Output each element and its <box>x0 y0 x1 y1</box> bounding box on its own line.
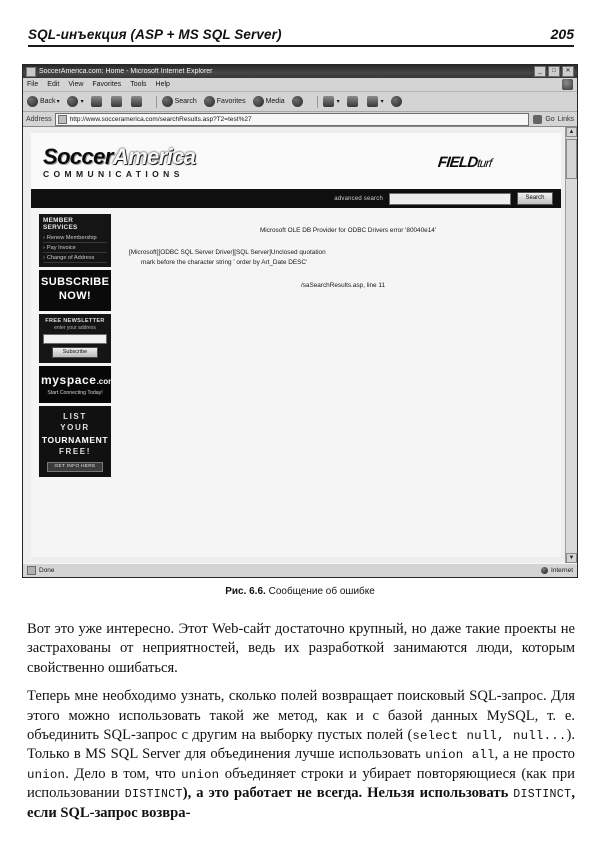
mail-button[interactable] <box>323 96 340 107</box>
status-text: Done <box>39 567 55 574</box>
newsletter-email-input[interactable] <box>43 334 107 344</box>
sidebar-item-change-of-address[interactable]: › Change of Address <box>43 253 107 263</box>
media-icon <box>253 96 264 107</box>
site-banner <box>31 133 561 189</box>
browser-address-bar <box>23 112 577 127</box>
search-label: Search <box>174 98 197 105</box>
advanced-search-link[interactable]: advanced search <box>334 195 383 202</box>
stop-button[interactable] <box>91 96 104 107</box>
search-button[interactable] <box>162 96 197 107</box>
p2-code-union-1: union <box>27 767 66 782</box>
error-line-provider: Microsoft OLE DB Provider for ODBC Drivers error '80040e14' <box>259 227 437 234</box>
browser-toolbar <box>23 92 577 112</box>
scroll-up-button[interactable]: ▲ <box>566 127 577 137</box>
newsletter-signup-block <box>39 314 111 363</box>
refresh-button[interactable] <box>111 96 124 107</box>
back-arrow-icon <box>27 96 38 107</box>
forward-button[interactable] <box>67 96 84 107</box>
site-search-button[interactable]: Search <box>517 192 553 205</box>
page-icon <box>58 115 67 124</box>
menu-view[interactable]: View <box>68 81 84 88</box>
stop-icon <box>91 96 102 107</box>
address-input[interactable] <box>55 113 530 126</box>
error-line-source: /saSearchResults.asp, line 11 <box>300 281 386 289</box>
refresh-icon <box>111 96 122 107</box>
ie-app-icon <box>26 67 36 77</box>
maximize-button[interactable]: □ <box>548 66 560 77</box>
toolbar-separator-2 <box>317 96 318 108</box>
site-logo-tagline: COMMUNICATIONS <box>43 168 184 179</box>
browser-window-title: SoccerAmerica.com: Home - Microsoft Internet Explorer <box>39 68 213 75</box>
forward-arrow-icon <box>67 96 78 107</box>
edit-dropdown-icon[interactable]: ▾ <box>380 99 384 105</box>
site-logo-text <box>43 143 196 169</box>
back-dropdown-icon[interactable]: ▾ <box>56 99 60 105</box>
address-label: Address <box>26 115 52 123</box>
home-icon <box>131 96 142 107</box>
media-button[interactable] <box>253 96 285 107</box>
p2-code-distinct-1: DISTINCT <box>124 788 183 802</box>
page-number: 205 <box>550 26 574 42</box>
logo-part-soccer: Soccer <box>43 143 113 169</box>
tournament-info-button[interactable]: GET INFO HERE <box>47 462 103 472</box>
mail-dropdown-icon[interactable]: ▾ <box>336 99 340 105</box>
window-controls <box>534 66 574 77</box>
web-page-content <box>31 133 561 557</box>
subscribe-now-banner[interactable] <box>39 270 111 311</box>
browser-screenshot-figure <box>22 64 578 578</box>
menu-favorites[interactable]: Favorites <box>92 81 122 88</box>
figure-number: Рис. 6.6. <box>225 586 266 597</box>
history-button[interactable] <box>292 96 305 107</box>
minimize-button[interactable]: _ <box>534 66 546 77</box>
fieldturf-ad-banner[interactable] <box>437 154 492 171</box>
p2-code-select-null: select null, null... <box>412 729 567 744</box>
edit-page-icon <box>367 96 378 107</box>
myspace-tagline: Start Connecting Today! <box>47 389 103 396</box>
site-search-bar <box>31 189 561 208</box>
printer-icon <box>347 96 358 107</box>
p2-part-1: Теперь мне необходимо узнать, сколько полей возвращает поисковый SQL-запрос. Для этого можно использовать такой же метод, как и с базой данных MySQL, т. е. объединить SQL-запрос с другим на выборку пустых полей ( <box>27 688 575 744</box>
p2-part-7: , если SQL-запрос возвра- <box>27 785 575 821</box>
member-services-list <box>39 233 111 267</box>
search-icon <box>162 96 173 107</box>
forward-dropdown-icon[interactable]: ▾ <box>80 99 84 105</box>
newsletter-heading: FREE NEWSLETTER <box>45 317 105 324</box>
body-text <box>27 620 575 823</box>
tournament-line-4: FREE! <box>59 447 91 456</box>
site-logo[interactable] <box>43 143 196 179</box>
member-services-block <box>39 214 111 267</box>
p2-part-5: объединяет строки и убирает повторяющиеся (как при использовании <box>27 765 575 802</box>
myspace-domain: .com <box>96 376 116 386</box>
sidebar-item-renew-membership[interactable]: › Renew Membership <box>43 233 107 243</box>
myspace-name: myspace <box>41 372 97 387</box>
sidebar-item-pay-invoice[interactable]: › Pay Invoice <box>43 243 107 253</box>
menu-help[interactable]: Help <box>155 81 170 88</box>
discuss-icon <box>391 96 402 107</box>
address-go-area <box>533 115 574 124</box>
ad-part-field: FIELD <box>436 153 478 171</box>
vertical-scrollbar[interactable] <box>565 127 577 563</box>
p2-part-4: . Дело в том, что <box>65 765 182 782</box>
favorites-button[interactable] <box>204 96 246 107</box>
tournament-line-1: LIST <box>63 411 87 421</box>
paragraph-1: Вот это уже интересно. Этот Web-сайт достаточно крупный, но даже такие проекты не застрахованы от неприятностей, ведь их разработкой занимаются люди, которым свойственно ошибаться. <box>27 621 575 676</box>
myspace-ad-banner[interactable] <box>39 366 116 403</box>
status-left <box>27 566 55 575</box>
favorites-label: Favorites <box>216 98 246 105</box>
myspace-logo-text <box>41 372 116 387</box>
browser-menu-bar <box>23 78 577 92</box>
error-line-driver <box>129 248 551 268</box>
p2-code-union-2: union <box>181 767 220 782</box>
p2-part-6: ), а это работает не всегда. Нельзя использовать <box>182 785 514 802</box>
subscribe-line-1: SUBSCRIBE <box>41 276 110 288</box>
site-search-input[interactable] <box>389 193 511 205</box>
media-label: Media <box>265 98 285 105</box>
paragraph-2 <box>27 687 575 823</box>
edit-button[interactable] <box>367 96 384 107</box>
menu-tools[interactable]: Tools <box>130 81 147 88</box>
p2-part-2: ). Только в MS SQL Server для объединения лучше использовать <box>27 727 575 763</box>
status-page-icon <box>27 566 36 575</box>
links-label[interactable]: Links <box>557 115 574 123</box>
history-clock-icon <box>292 96 303 107</box>
p2-code-distinct-2: DISTINCT <box>513 788 572 802</box>
menu-file[interactable]: File <box>27 81 39 88</box>
p2-code-union-all: union all <box>425 748 495 763</box>
tournament-line-3: TOURNAMENT <box>41 434 109 445</box>
browser-status-bar <box>23 563 577 577</box>
site-body <box>31 208 561 477</box>
sql-error-message <box>111 208 561 477</box>
newsletter-subscribe-button[interactable]: Subscribe <box>52 347 98 358</box>
error-line-driver-a: [Microsoft][ODBC SQL Server Driver][SQL Server]Unclosed quotation <box>129 248 326 256</box>
browser-viewport <box>23 127 577 563</box>
address-url-text: http://www.socceramerica.com/searchResults.asp?T2=test%27 <box>69 115 252 123</box>
go-arrow-icon[interactable] <box>533 115 542 124</box>
close-button[interactable]: ✕ <box>562 66 574 77</box>
running-title: SQL-инъекция (ASP + MS SQL Server) <box>28 27 282 42</box>
p2-part-3: , а не просто <box>494 746 575 763</box>
go-label[interactable]: Go <box>545 115 555 123</box>
tournament-line-2: YOUR <box>60 423 90 433</box>
newsletter-subheading: enter your address <box>54 324 96 331</box>
figure-caption <box>22 586 578 597</box>
print-button[interactable] <box>347 96 360 107</box>
toolbar-separator <box>156 96 157 108</box>
back-button[interactable] <box>27 96 60 107</box>
figure-title: Сообщение об ошибке <box>268 586 375 597</box>
scroll-thumb[interactable] <box>566 139 577 179</box>
internet-zone-icon <box>541 567 548 574</box>
site-sidebar <box>39 214 116 477</box>
ie-logo-icon <box>562 79 573 90</box>
status-right <box>541 567 573 574</box>
scroll-down-button[interactable]: ▼ <box>566 553 577 563</box>
error-line-driver-b: mark before the character string ' order by Art_Date DESC' <box>141 258 308 266</box>
member-services-heading: MEMBER SERVICES <box>39 214 111 233</box>
browser-title-bar <box>23 65 577 78</box>
security-zone-text: Internet <box>550 567 573 574</box>
discuss-button[interactable] <box>391 96 404 107</box>
menu-edit[interactable]: Edit <box>47 81 60 88</box>
subscribe-line-2: NOW! <box>58 289 92 302</box>
page-running-head <box>28 26 574 47</box>
home-button[interactable] <box>131 96 144 107</box>
back-label: Back <box>40 98 56 105</box>
tournament-ad-banner[interactable] <box>39 406 111 477</box>
ad-part-turf: turf <box>476 155 492 170</box>
mail-icon <box>323 96 334 107</box>
logo-part-america: America <box>112 143 196 169</box>
star-icon <box>204 96 215 107</box>
